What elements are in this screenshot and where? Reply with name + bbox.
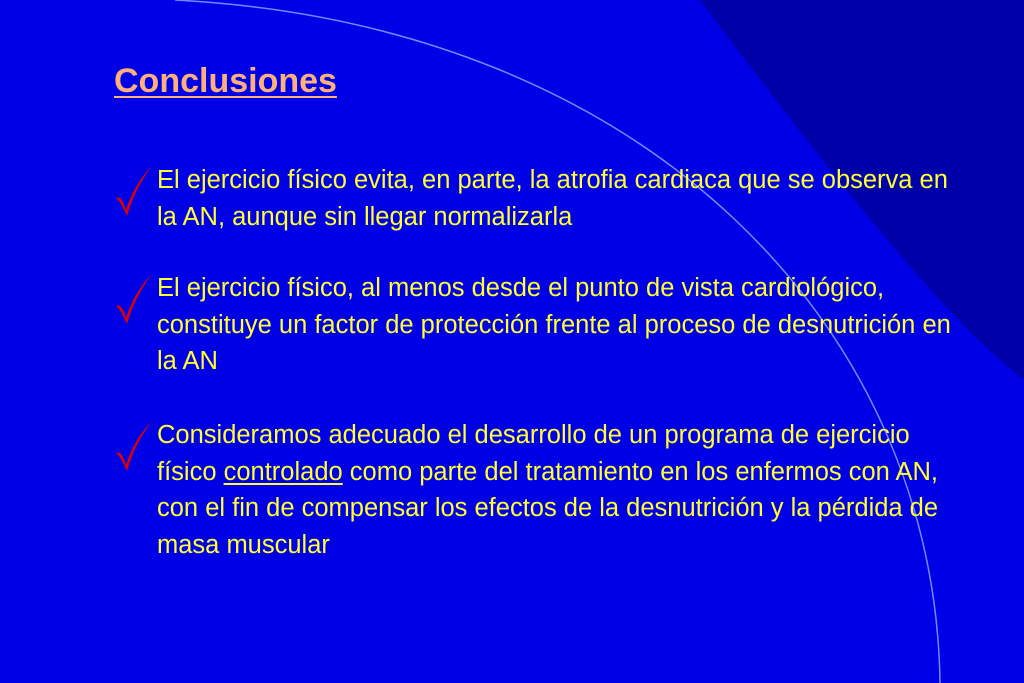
conclusion-text-2: El ejercicio físico, al menos desde el punto de vista cardiológico, constituye un factor de protección frente al proceso de desnutrición en la AN <box>157 274 951 375</box>
checkmark-icon <box>112 162 154 218</box>
checkmark-icon <box>112 417 154 473</box>
slide-title: Conclusiones <box>114 62 337 100</box>
underlined-word: controlado <box>223 457 343 486</box>
conclusion-text-1: El ejercicio físico evita, en parte, la atrofia cardiaca que se observa en la AN, aunque sin llegar normalizarla <box>157 166 948 231</box>
checkmark-icon <box>112 270 154 326</box>
conclusion-text-3-end: como parte del tratamiento en los enfermos con AN, con el fin de compensar los efectos de la desnutrición y la pérdida de masa muscular <box>157 457 939 559</box>
conclusion-text-3 <box>157 417 957 563</box>
conclusion-text-3-start: Consideramos adecuado el desarrollo de un programa de ejercicio físico <box>157 421 910 486</box>
